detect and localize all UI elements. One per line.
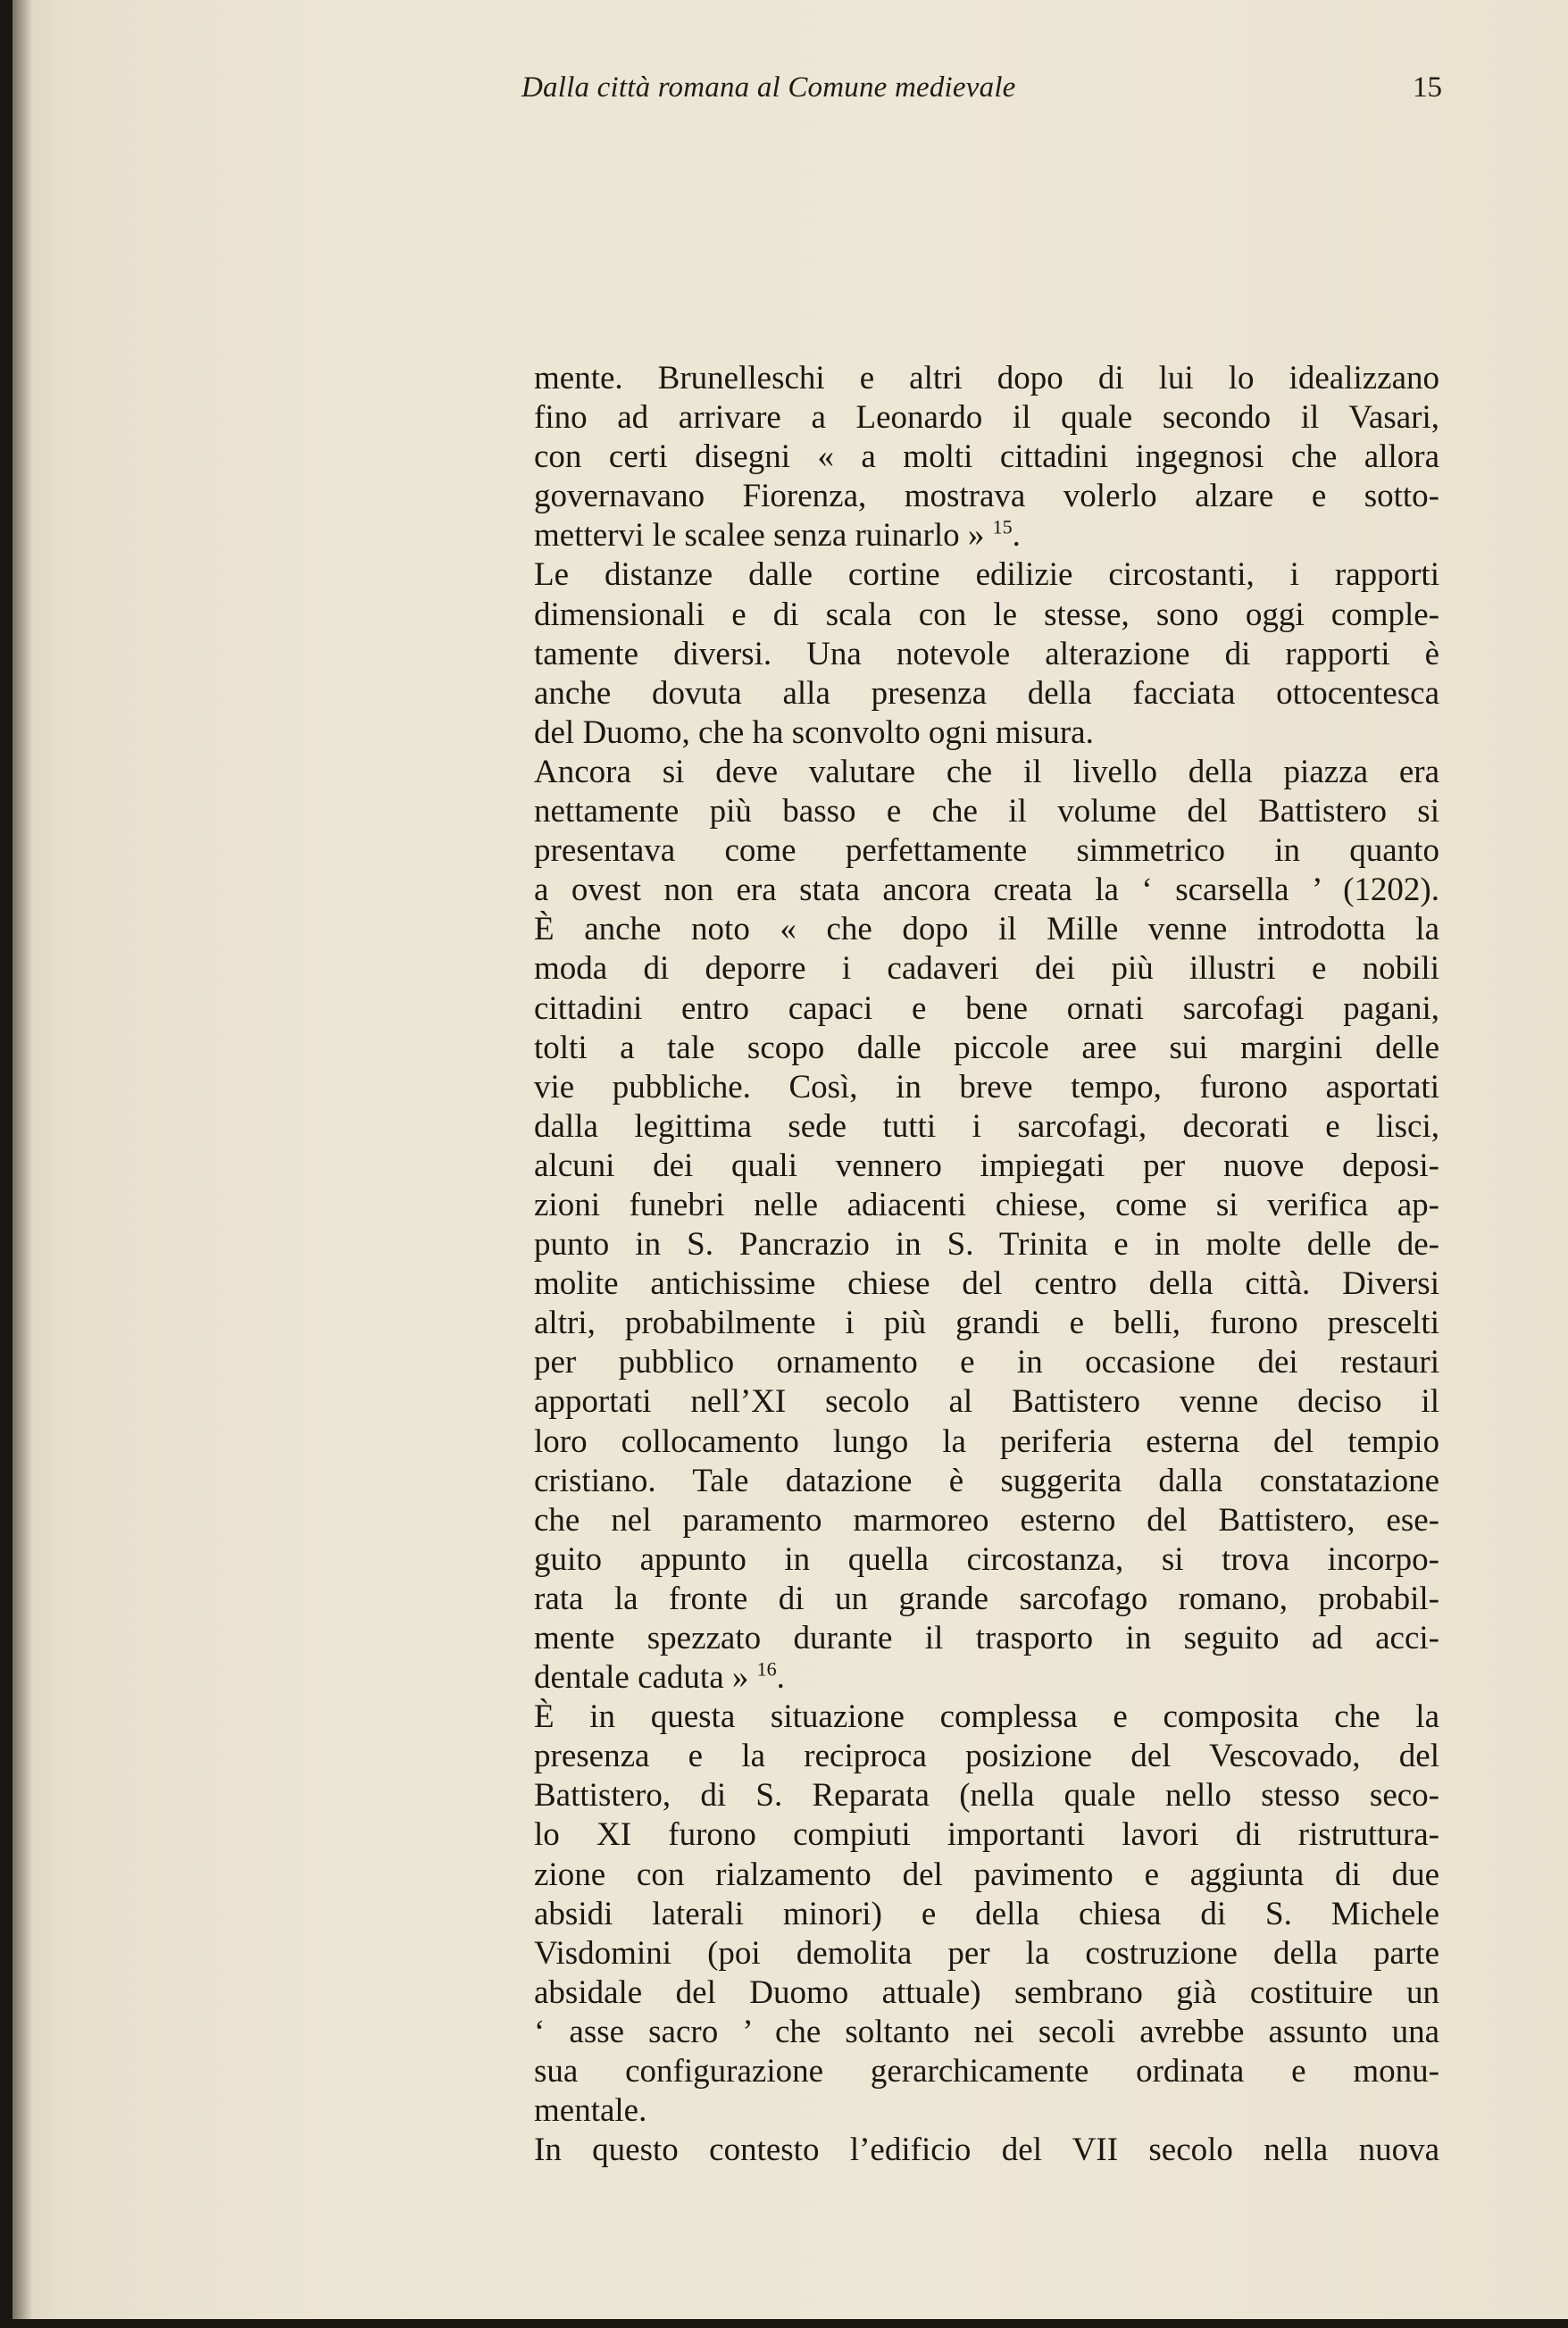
text-line <box>534 516 1439 555</box>
text-line-content: absidi laterali minori) e della chiesa di S. Michele <box>534 1895 1439 1932</box>
text-line <box>534 1107 1439 1147</box>
text-line-content: molite antichissime chiese del centro della città. Diversi <box>534 1265 1439 1303</box>
text-line <box>534 1973 1439 2013</box>
text-line-content: dimensionali e di scala con le stesse, sono oggi comple- <box>534 596 1439 633</box>
text-line <box>534 359 1439 398</box>
text-line <box>534 635 1439 674</box>
text-line-content: vie pubbliche. Così, in breve tempo, furono asportati <box>534 1068 1439 1106</box>
text-line <box>534 674 1439 713</box>
text-line <box>534 1658 1439 1698</box>
text-line-content: dalla legittima sede tutti i sarcofagi, decorati e lisci, <box>534 1107 1439 1145</box>
text-line <box>534 477 1439 516</box>
text-line <box>534 871 1439 910</box>
text-line <box>534 1423 1439 1462</box>
text-line-content: apportati nell’XI secolo al Battistero venne deciso il <box>534 1383 1439 1421</box>
text-line <box>534 398 1439 438</box>
text-line-content: dentale caduta » <box>534 1659 757 1697</box>
text-line <box>534 2131 1439 2170</box>
text-line-content: punto in S. Pancrazio in S. Trinita e in molte delle de- <box>534 1226 1439 1264</box>
text-line-content: rata la fronte di un grande sarcofago romano, probabil- <box>534 1580 1439 1617</box>
body-text <box>534 359 1439 2170</box>
text-line <box>534 1029 1439 1068</box>
text-line-content: nettamente più basso e che il volume del Battistero si <box>534 793 1439 830</box>
text-line-content: del Duomo, che ha sconvolto ogni misura. <box>534 713 1094 751</box>
text-line-content: presenza e la reciproca posizione del Vescovado, del <box>534 1738 1439 1775</box>
text-line <box>534 753 1439 792</box>
text-line <box>534 1737 1439 1776</box>
text-line <box>534 555 1439 595</box>
text-line <box>534 596 1439 635</box>
text-line-content: tamente diversi. Una notevole alterazione di rapporti è <box>534 635 1439 672</box>
text-line-content: a ovest non era stata ancora creata la ‘ scarsella ’ (1202). <box>534 872 1439 909</box>
footnote-reference: 16 <box>756 1657 777 1681</box>
text-line-content: absidale del Duomo attuale) sembrano già costituire un <box>534 1973 1439 2011</box>
text-line <box>534 910 1439 949</box>
text-line <box>534 1580 1439 1619</box>
text-line-content: presentava come perfettamente simmetrico in quanto <box>534 832 1439 870</box>
text-line <box>534 713 1439 753</box>
page-number: 15 <box>1413 71 1442 104</box>
spine-shadow <box>13 0 32 2328</box>
footnote-reference: 15 <box>992 516 1013 539</box>
text-line <box>534 989 1439 1029</box>
text-line <box>534 831 1439 871</box>
text-line <box>534 1501 1439 1540</box>
text-line-content: per pubblico ornamento e in occasione dei restauri <box>534 1344 1439 1381</box>
text-line-content: cristiano. Tale datazione è suggerita dalla constatazione <box>534 1462 1439 1499</box>
text-line <box>534 2091 1439 2131</box>
text-line-content: loro collocamento lungo la periferia esterna del tempio <box>534 1423 1439 1460</box>
text-line <box>534 2013 1439 2052</box>
text-line-content: guito appunto in quella circostanza, si trova incorpo- <box>534 1540 1439 1578</box>
text-line <box>534 1815 1439 1855</box>
text-line <box>534 1698 1439 1737</box>
text-line-content: cittadini entro capaci e bene ornati sarcofagi pagani, <box>534 989 1439 1027</box>
text-line <box>534 949 1439 989</box>
text-line-content: ‘ asse sacro ’ che soltanto nei secoli avrebbe assunto una <box>534 2013 1439 2050</box>
text-line-content: zione con rialzamento del pavimento e aggiunta di due <box>534 1856 1439 1893</box>
text-line <box>534 1147 1439 1186</box>
text-line-content: sua configurazione gerarchicamente ordinata e monu- <box>534 2053 1439 2090</box>
text-line <box>534 1382 1439 1422</box>
text-line-content: Visdomini (poi demolita per la costruzione della parte <box>534 1934 1439 1972</box>
text-line <box>534 1895 1439 1934</box>
text-line-content: zioni funebri nelle adiacenti chiese, come si verifica ap- <box>534 1186 1439 1223</box>
text-line <box>534 1343 1439 1382</box>
text-line <box>534 1462 1439 1501</box>
text-line <box>534 1856 1439 1895</box>
text-line-content: mettervi le scalee senza ruinarlo » <box>534 517 993 555</box>
text-line-content: È anche noto « che dopo il Mille venne introdotta la <box>534 911 1439 948</box>
text-line <box>534 1776 1439 1815</box>
text-line-content: fino ad arrivare a Leonardo il quale secondo il Vasari, <box>534 399 1439 437</box>
text-line <box>534 1619 1439 1658</box>
text-line-content: anche dovuta alla presenza della facciata ottocentesca <box>534 674 1439 712</box>
text-line-content: governavano Fiorenza, mostrava volerlo alzare e sotto- <box>534 478 1439 515</box>
text-line-content: moda di deporre i cadaveri dei più illustri e nobili <box>534 950 1439 988</box>
text-line <box>534 1068 1439 1107</box>
text-line-content: tolti a tale scopo dalle piccole aree sui margini delle <box>534 1029 1439 1066</box>
book-page <box>13 0 1568 2328</box>
text-line <box>534 2052 1439 2091</box>
text-line-content: Le distanze dalle cortine edilizie circostanti, i rapporti <box>534 556 1439 594</box>
text-line-content: Ancora si deve valutare che il livello della piazza era <box>534 753 1439 790</box>
text-line-content: con certi disegni « a molti cittadini ingegnosi che allora <box>534 438 1439 476</box>
text-line-content: alcuni dei quali vennero impiegati per nuove deposi- <box>534 1147 1439 1184</box>
text-line-content: che nel paramento marmoreo esterno del Battistero, ese- <box>534 1501 1439 1539</box>
text-line <box>534 1304 1439 1343</box>
running-title: Dalla città romana al Comune medievale <box>521 71 1016 104</box>
page-bottom-edge <box>13 2319 1568 2328</box>
trailing-punctuation: . <box>1012 517 1021 555</box>
text-line <box>534 1934 1439 1973</box>
text-line-content: mente spezzato durante il trasporto in seguito ad acci- <box>534 1620 1439 1656</box>
text-line-content: altri, probabilmente i più grandi e belli, furono prescelti <box>534 1305 1439 1342</box>
text-line-content: mentale. <box>534 2092 647 2130</box>
text-line-content: È in questa situazione complessa e composita che la <box>534 1698 1439 1736</box>
text-line <box>534 792 1439 831</box>
text-line-content: lo XI furono compiuti importanti lavori di ristruttura- <box>534 1816 1439 1854</box>
text-line-content: mente. Brunelleschi e altri dopo di lui lo idealizzano <box>534 360 1439 396</box>
text-line <box>534 1264 1439 1304</box>
text-line <box>534 1540 1439 1580</box>
text-line <box>534 438 1439 477</box>
text-line-content: Battistero, di S. Reparata (nella quale nello stesso seco- <box>534 1777 1439 1815</box>
text-line-content: In questo contesto l’edificio del VII secolo nella nuova <box>534 2132 1439 2169</box>
text-line <box>534 1225 1439 1264</box>
text-line <box>534 1186 1439 1225</box>
trailing-punctuation: . <box>776 1659 785 1697</box>
